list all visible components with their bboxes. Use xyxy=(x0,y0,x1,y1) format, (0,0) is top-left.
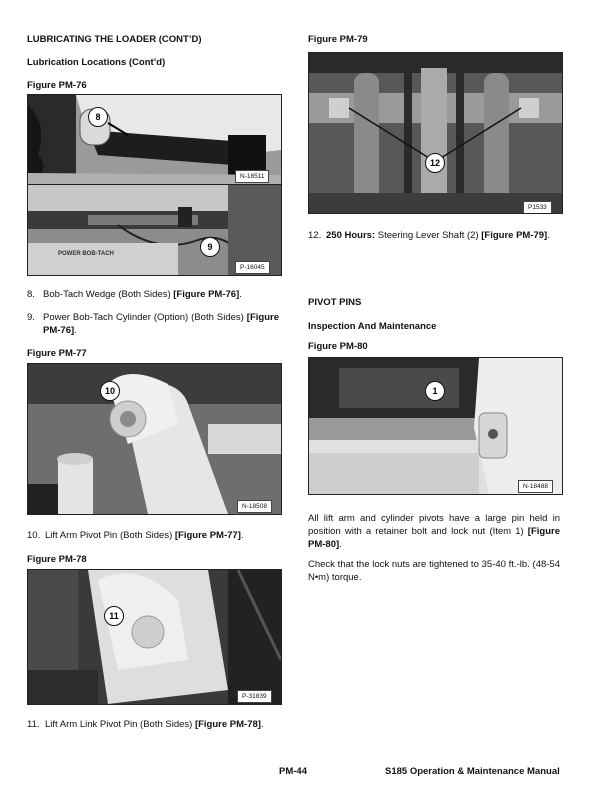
callout-1: 1 xyxy=(425,381,445,401)
callout-10: 10 xyxy=(100,381,120,401)
figure-pm-76-bottom-photo xyxy=(27,184,282,276)
figure-pm-79-label: Figure PM-79 xyxy=(308,34,368,45)
page-number: PM-44 xyxy=(279,766,307,777)
pivot-pins-title: PIVOT PINS xyxy=(308,297,362,308)
callout-9: 9 xyxy=(200,237,220,257)
callout-8: 8 xyxy=(88,107,108,127)
callout-12: 12 xyxy=(425,153,445,173)
figure-pm-78-photo xyxy=(27,569,282,705)
figure-pm-77-label: Figure PM-77 xyxy=(27,348,87,359)
photo-id-p1533: P1533 xyxy=(523,201,552,214)
list-item-9: 9. Power Bob-Tach Cylinder (Option) (Both Sides) [Figure PM-76]. xyxy=(27,312,279,336)
figure-pm-76-top-photo xyxy=(27,94,282,186)
list-item-8: 8. Bob-Tach Wedge (Both Sides) [Figure PM-76]. xyxy=(27,289,242,300)
callout-11: 11 xyxy=(104,606,124,626)
lock-nut-paragraph: Check that the lock nuts are tightened to 35-40 ft.-lb. (48-54 N•m) torque. xyxy=(308,559,560,583)
list-item-10: 10. Lift Arm Pivot Pin (Both Sides) [Figure PM-77]. xyxy=(27,530,244,541)
list-item-12: 12. 250 Hours: Steering Lever Shaft (2) [Figure PM-79]. xyxy=(308,230,550,241)
figure-pm-80-photo xyxy=(308,357,563,495)
photo-id-p31839: P-31839 xyxy=(237,690,272,703)
figure-pm-77-photo xyxy=(27,363,282,515)
decal-text: POWER BOB-TACH xyxy=(58,251,114,257)
inspection-maintenance-title: Inspection And Maintenance xyxy=(308,321,437,332)
section-title: LUBRICATING THE LOADER (CONT’D) xyxy=(27,34,202,45)
figure-pm-78-label: Figure PM-78 xyxy=(27,554,87,565)
photo-id-n18488: N-18488 xyxy=(518,480,553,493)
figure-pm-79-photo xyxy=(308,52,563,214)
photo-id-n18508: N-18508 xyxy=(237,500,272,513)
subsection-title: Lubrication Locations (Cont’d) xyxy=(27,57,166,68)
figure-pm-80-label: Figure PM-80 xyxy=(308,341,368,352)
photo-id-n18511: N-18511 xyxy=(235,170,269,183)
manual-title: S185 Operation & Maintenance Manual xyxy=(385,766,560,777)
photo-id-p16045: P-16045 xyxy=(235,261,270,274)
list-item-11: 11. Lift Arm Link Pivot Pin (Both Sides) [Figure PM-78]. xyxy=(27,719,264,730)
figure-pm-76-label: Figure PM-76 xyxy=(27,80,87,91)
pivot-pin-paragraph: All lift arm and cylinder pivots have a large pin held in position with a retainer bolt and lock nut (Item 1) [Figure PM-80]. xyxy=(308,513,560,550)
